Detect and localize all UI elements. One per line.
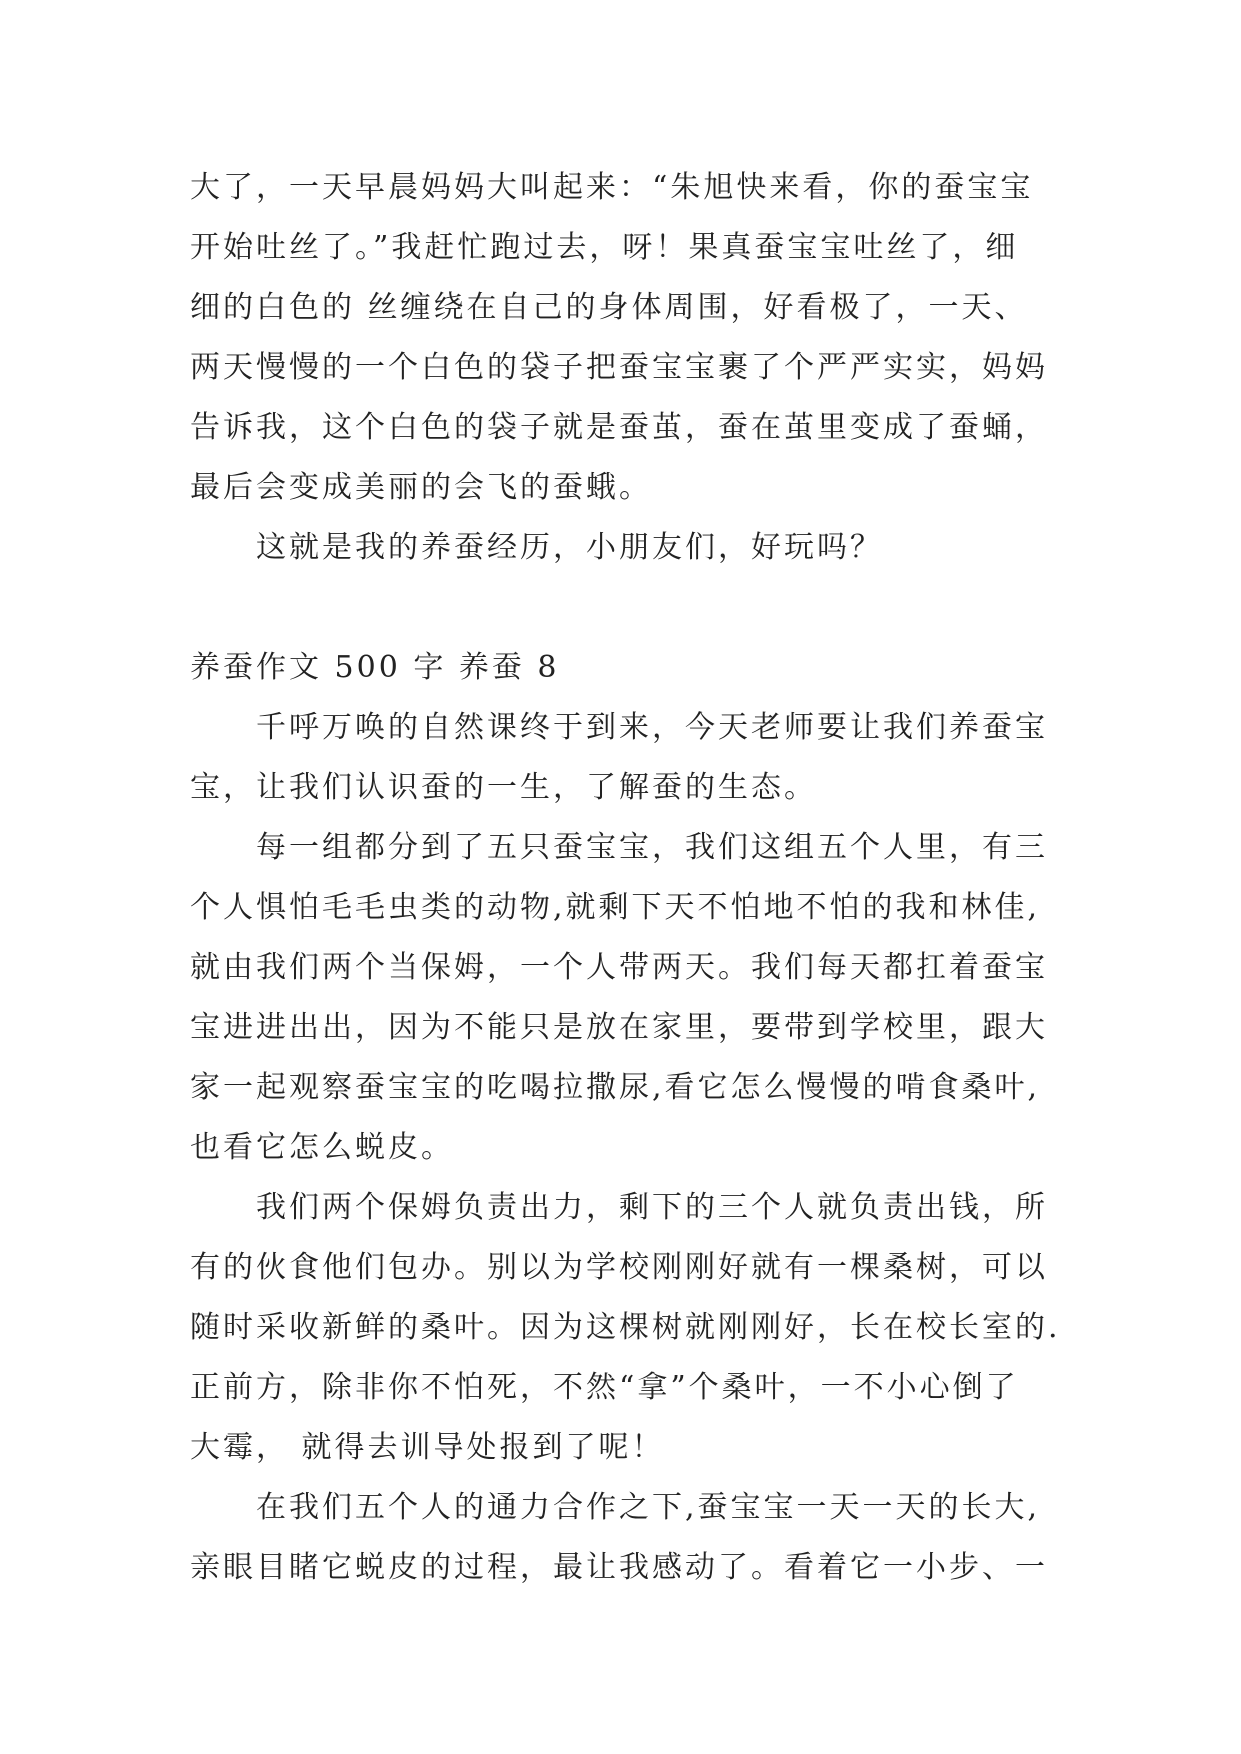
section-spacer: [190, 578, 1070, 638]
paragraph-line: 有的伙食他们包办。别以为学校刚刚好就有一棵桑树，可以: [190, 1250, 1048, 1285]
paragraph-line: 每一组都分到了五只蚕宝宝，我们这组五个人里，有三: [256, 830, 1048, 865]
paragraph-line: 这就是我的养蚕经历，小朋友们，好玩吗？: [256, 530, 883, 565]
section-title-text: 养蚕作文 500 字 养蚕 8: [190, 650, 560, 685]
paragraph-line: 大霉， 就得去训导处报到了呢！: [190, 1430, 665, 1465]
paragraph-line: 开始吐丝了。”我赶忙跑过去，呀！果真蚕宝宝吐丝了，细: [190, 230, 1019, 265]
paragraph-line: 大了，一天早晨妈妈大叫起来：“朱旭快来看，你的蚕宝宝: [190, 170, 1034, 205]
paragraph-line: 就由我们两个当保姆，一个人带两天。我们每天都扛着蚕宝: [190, 950, 1048, 985]
paragraph-line: 我们两个保姆负责出力，剩下的三个人就负责出钱，所: [256, 1190, 1048, 1225]
paragraph-line: 也看它怎么蜕皮。: [190, 1130, 454, 1165]
paragraph-line: 宝，让我们认识蚕的一生，了解蚕的生态。: [190, 770, 817, 805]
paragraph-line: 随时采收新鲜的桑叶。因为这棵树就刚刚好，长在校长室的.: [190, 1310, 1061, 1345]
paragraph-line: 亲眼目睹它蜕皮的过程，最让我感动了。看着它一小步、一: [190, 1550, 1048, 1585]
document-body: [190, 158, 1070, 1598]
paragraph-line: 正前方，除非你不怕死，不然“拿”个桑叶，一不小心倒了: [190, 1370, 1019, 1405]
paragraph-2: [190, 518, 1070, 578]
paragraph-line: 在我们五个人的通力合作之下,蚕宝宝一天一天的长大,: [256, 1490, 1041, 1525]
paragraph-line: 家一起观察蚕宝宝的吃喝拉撒尿,看它怎么慢慢的啃食桑叶,: [190, 1070, 1041, 1105]
paragraph-4: [190, 818, 1070, 1178]
paragraph-3: [190, 698, 1070, 818]
paragraph-line: 告诉我，这个白色的袋子就是蚕茧，蚕在茧里变成了蚕蛹，: [190, 410, 1048, 445]
paragraph-1: [190, 158, 1070, 518]
paragraph-line: 最后会变成美丽的会飞的蚕蛾。: [190, 470, 652, 505]
paragraph-line: 宝进进出出，因为不能只是放在家里，要带到学校里，跟大: [190, 1010, 1048, 1045]
paragraph-line: 细的白色的 丝缠绕在自己的身体周围，好看极了，一天、: [190, 290, 1028, 325]
paragraph-line: 个人惧怕毛毛虫类的动物,就剩下天不怕地不怕的我和林佳,: [190, 890, 1041, 925]
paragraph-line: 两天慢慢的一个白色的袋子把蚕宝宝裹了个严严实实，妈妈: [190, 350, 1048, 385]
paragraph-line: 千呼万唤的自然课终于到来，今天老师要让我们养蚕宝: [256, 710, 1048, 745]
paragraph-6: [190, 1478, 1070, 1598]
paragraph-5: [190, 1178, 1070, 1478]
section-title: [190, 638, 1070, 698]
